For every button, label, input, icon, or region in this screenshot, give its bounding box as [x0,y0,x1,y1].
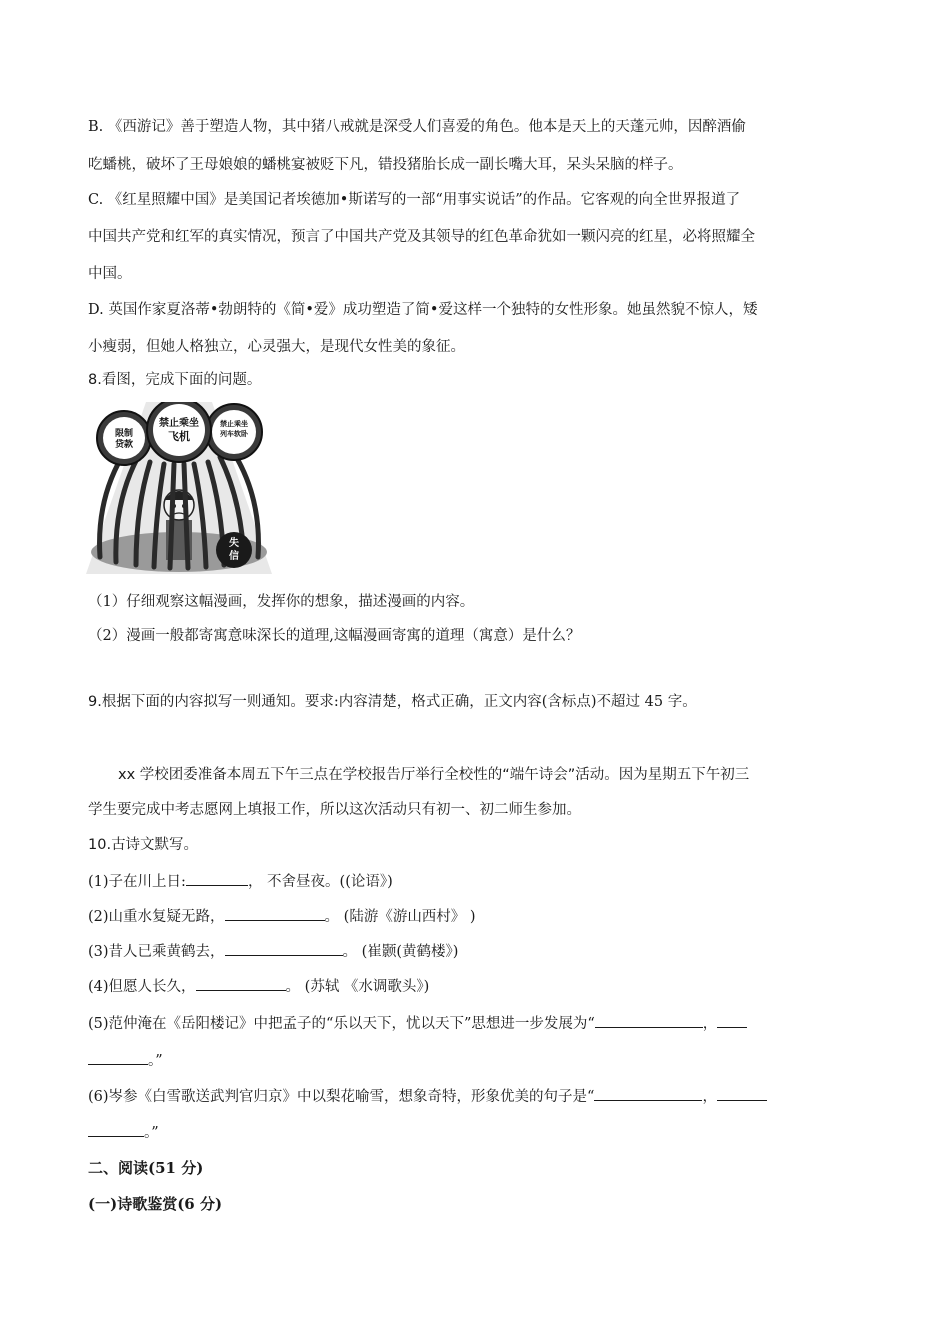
option-c-line-2: 中国共产党和红军的真实情况，预言了中国共产党及其领导的红色革命犹如一颗闪亮的红星，必将照耀全 [88,229,755,245]
question-8-prompt [88,370,261,390]
question-9-material-line-2: 学生要完成中考志愿网上填报工作，所以这次活动只有初一、初二师生参加。 [88,802,581,818]
item-text: 。 (崔颢(黄鹤楼》) [342,944,459,960]
cartoon-label-disc-1 [97,411,151,465]
question-10-item-5 [88,1013,747,1034]
answer-blank[interactable] [88,1050,148,1065]
question-number: 10. [88,837,112,853]
answer-blank[interactable] [196,976,286,991]
question-10-item-2 [88,906,476,927]
option-c-line-1: C. 《红星照耀中国》是美国记者埃德加•斯诺写的一部“用事实说话”的作品。它客观的向全世界报道了 [88,192,741,208]
cartoon-label-badge [216,532,252,568]
question-number: 9. [88,694,102,710]
section-heading: 二、阅读(51 分) [88,1159,204,1177]
option-d-line-2: 小瘦弱，但她人格独立，心灵强大，是现代女性美的象征。 [88,339,465,355]
answer-blank[interactable] [717,1013,747,1028]
question-9-material-line-1: xx 学校团委准备本周五下午三点在学校报告厅举行全校性的“端午诗会”活动。因为星期五下午初三 [118,767,750,783]
item-text: (6)岑参《白雪歌送武判官归京》中以梨花喻雪，想象奇特，形象优美的句子是“ [88,1089,595,1105]
answer-blank[interactable] [594,1086,702,1101]
answer-blank[interactable] [225,941,343,956]
svg-text:限制: 限制 [114,429,134,439]
cartoon-image [86,402,272,574]
question-8-sub-1: （1）仔细观察这幅漫画，发挥你的想象，描述漫画的内容。 [88,594,475,610]
item-text: (2)山重水复疑无路， [88,909,225,925]
item-text: 。” [148,1053,163,1069]
answer-blank[interactable] [225,906,325,921]
cartoon-label-disc-2 [147,402,211,462]
item-text: 。 (陆游《游山西村》 ) [324,909,476,925]
svg-text:失: 失 [229,538,239,549]
answer-blank[interactable] [88,1122,144,1137]
question-text: 看图，完成下面的问题。 [101,372,262,388]
question-text: 古诗文默写。 [111,837,199,853]
cartoon-label-disc-3 [206,404,262,460]
question-8-sub-2: （2）漫画一般都寄寓意味深长的道理,这幅漫画寄寓的道理（寓意）是什么？ [88,628,581,644]
question-10-item-5-cont [88,1050,163,1071]
question-10-item-6-cont [88,1122,159,1143]
svg-text:贷款: 贷款 [114,440,134,450]
svg-text:禁止乘坐: 禁止乘坐 [159,418,199,429]
option-d-line-1: D. 英国作家夏洛蒂•勃朗特的《简•爱》成功塑造了简•爱这样一个独特的女性形象。她虽然貌不惊人，矮 [88,302,758,318]
item-text: (4)但愿人长久， [88,979,196,995]
question-text: 根据下面的内容拟写一则通知。要求:内容清楚，格式正确，正文内容(含标点)不超过 45 字。 [101,694,697,710]
svg-text:信: 信 [229,551,239,562]
item-text: 。” [144,1125,159,1141]
question-10-item-3 [88,941,458,962]
option-b-line-2: 吃蟠桃，破坏了王母娘娘的蟠桃宴被贬下凡，错投猪胎长成一副长嘴大耳，呆头呆脑的样子。 [88,157,683,173]
item-text: (3)昔人已乘黄鹤去， [88,944,225,960]
item-text: (1)子在川上日: [88,874,186,890]
question-10-item-6 [88,1086,767,1107]
section-sub-heading: (一)诗歌鉴赏(6 分) [88,1195,223,1213]
svg-text:列车软卧: 列车软卧 [220,430,248,438]
item-text: ， 不舍昼夜。((论语》) [247,874,393,890]
answer-blank[interactable] [595,1013,703,1028]
item-text: 。 (苏轼 《水调歌头》) [285,979,430,995]
option-c-line-3: 中国。 [88,266,132,282]
item-text: ， [702,1016,718,1032]
question-10-item-1 [88,871,393,892]
option-b-line-1: B. 《西游记》善于塑造人物，其中猪八戒就是深受人们喜爱的角色。他本是天上的天蓬元帅，因醉酒偷 [88,119,746,135]
question-9-prompt [88,692,697,712]
item-text: ， [702,1089,717,1105]
question-10-prompt [88,835,198,855]
answer-blank[interactable] [186,871,248,886]
question-10-item-4 [88,976,429,997]
svg-text:禁止乘坐: 禁止乘坐 [220,420,248,428]
item-text: (5)范仲淹在《岳阳楼记》中把孟子的“乐以天下，忧以天下”思想进一步发展为“ [88,1016,595,1032]
question-number: 8. [88,372,102,388]
answer-blank[interactable] [717,1086,767,1101]
svg-text:飞机: 飞机 [168,430,190,443]
